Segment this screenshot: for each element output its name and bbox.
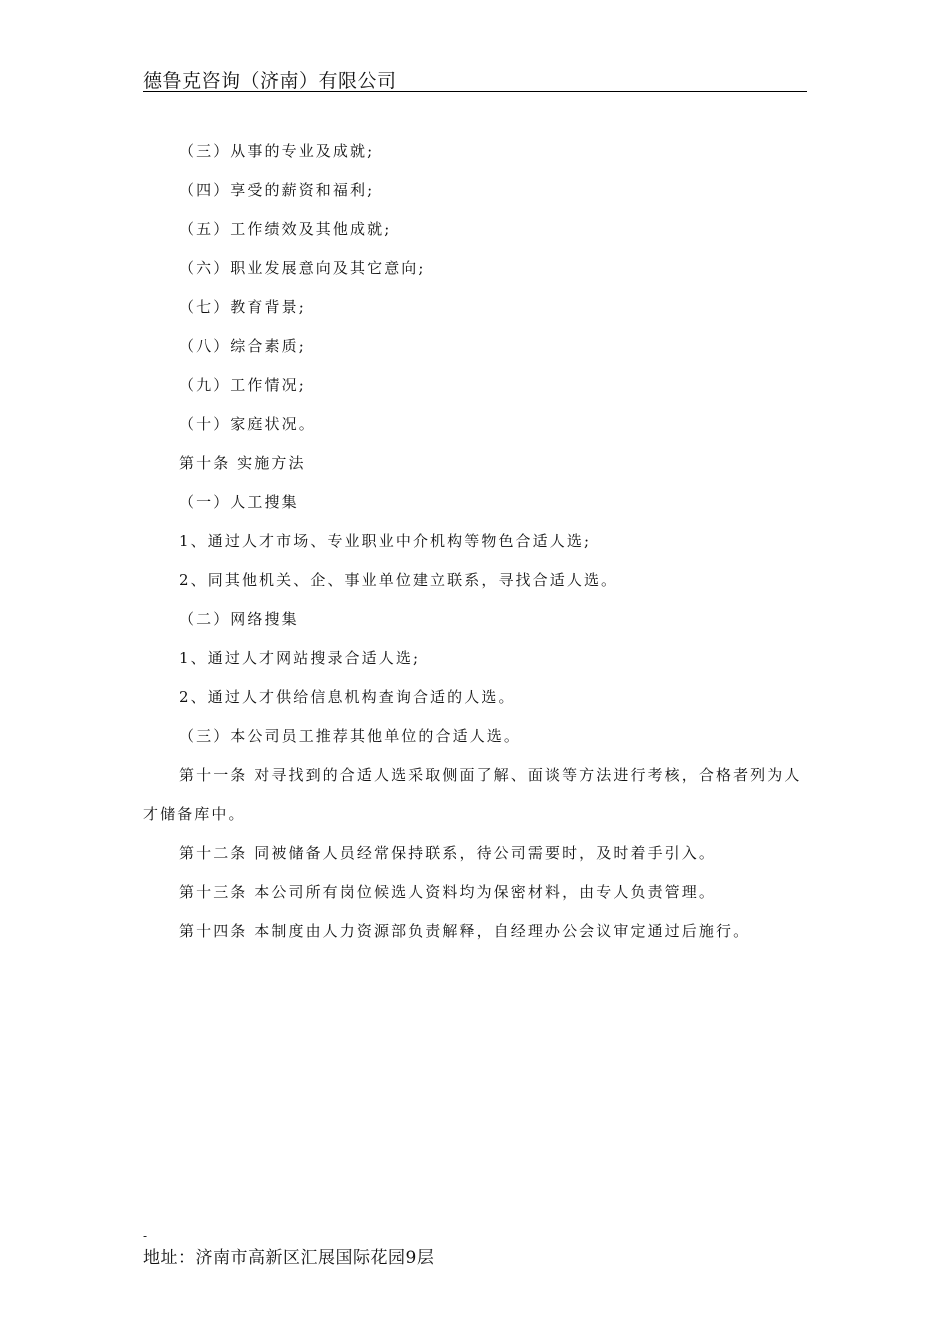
footer-address: 地址：济南市高新区汇展国际花园9层 — [143, 1248, 435, 1268]
paragraph: 2、通过人才供给信息机构查询合适的人选。 — [179, 688, 516, 706]
subsection-heading: （二）网络搜集 — [179, 610, 299, 628]
paragraph: （八）综合素质; — [179, 337, 306, 355]
paragraph: （九）工作情况; — [179, 376, 306, 394]
paragraph: （六）职业发展意向及其它意向; — [179, 259, 426, 277]
footer-dash: - — [143, 1229, 148, 1243]
paragraph: 2、同其他机关、企、事业单位建立联系，寻找合适人选。 — [179, 571, 619, 589]
paragraph: （四）享受的薪资和福利; — [179, 181, 375, 199]
document-body — [143, 132, 807, 951]
paragraph: （三）从事的专业及成就; — [179, 142, 375, 160]
paragraph: 1、通过人才市场、专业职业中介机构等物色合适人选; — [179, 532, 592, 550]
article-paragraph: 第十二条 同被储备人员经常保持联系，待公司需要时，及时着手引入。 — [179, 844, 716, 862]
section-heading: 第十条 实施方法 — [179, 454, 306, 472]
article-paragraph: 第十一条 对寻找到的合适人选采取侧面了解、面谈等方法进行考核，合格者列为人才储备库中。 — [143, 766, 802, 823]
paragraph: 1、通过人才网站搜录合适人选; — [179, 649, 421, 667]
paragraph: （七）教育背景; — [179, 298, 306, 316]
header-company-name: 德鲁克咨询（济南）有限公司 — [143, 70, 397, 92]
article-paragraph: 第十四条 本制度由人力资源部负责解释，自经理办公会议审定通过后施行。 — [179, 922, 751, 940]
subsection-heading: （一）人工搜集 — [179, 493, 299, 511]
paragraph: （十）家庭状况。 — [179, 415, 316, 433]
paragraph: （三）本公司员工推荐其他单位的合适人选。 — [179, 727, 522, 745]
article-paragraph: 第十三条 本公司所有岗位候选人资料均为保密材料，由专人负责管理。 — [179, 883, 716, 901]
header-divider — [143, 91, 807, 92]
paragraph: （五）工作绩效及其他成就; — [179, 220, 392, 238]
